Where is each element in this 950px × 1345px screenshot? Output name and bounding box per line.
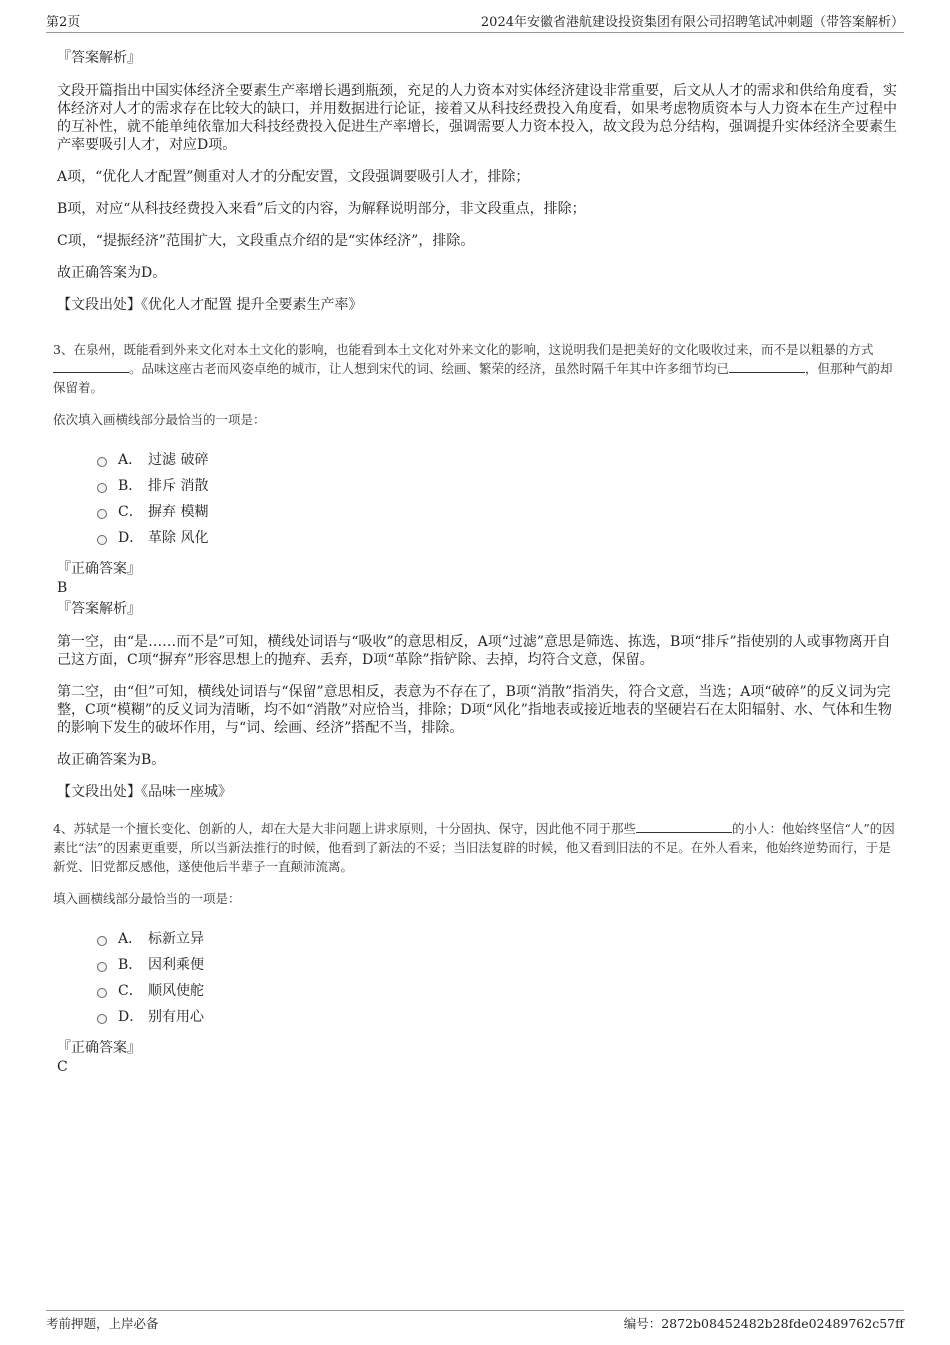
analysis-label: 『答案解析』 (57, 50, 141, 66)
question-4-stem: 4、苏轼是一个擅长变化、创新的人，却在大是大非问题上讲求原则，十分固执、保守，因此他不同于那些 的小人：他始终坚信“人”的因素比“法”的因素更重要，所以当新法推行的时候，他看到了新法的不妥；当旧法复辟的时候，他又看到旧法的不足。在外人看来，他始终逆势而行，于是新党、旧党都反感他，遂使他后半辈子一直颠沛流离。 (53, 821, 895, 874)
option-a[interactable]: A． 过滤 破碎 (97, 447, 897, 473)
analysis-paragraph: B项，对应“从科技经费投入来看”后文的内容，为解释说明部分，非文段重点，排除； (57, 201, 586, 217)
answer-blank (53, 360, 129, 373)
radio-icon[interactable] (97, 962, 107, 972)
analysis-label: 『答案解析』 (57, 601, 141, 617)
answer-label: 『正确答案』 (57, 561, 141, 577)
answer-label: 『正确答案』 (57, 1040, 141, 1056)
option-b[interactable]: B． 排斥 消散 (97, 473, 897, 499)
radio-icon[interactable] (97, 1014, 107, 1024)
analysis-paragraph: C项，“提振经济”范围扩大，文段重点介绍的是“实体经济”，排除。 (57, 233, 475, 249)
option-c[interactable]: C． 摒弃 模糊 (97, 499, 897, 525)
question-4-options (97, 926, 897, 1030)
page-number: 第2页 (46, 15, 81, 30)
analysis-paragraph: A项，“优化人才配置”侧重对人才的分配安置，文段强调要吸引人才，排除； (57, 169, 530, 185)
option-c[interactable]: C． 顺风使舵 (97, 978, 897, 1004)
conclusion: 故正确答案为B。 (57, 752, 166, 768)
document-code: 编号：2872b08452482b28fde02489762c57ff (623, 1316, 904, 1331)
question-3-options (97, 447, 897, 551)
analysis-paragraph: 文段开篇指出中国实体经济全要素生产率增长遇到瓶颈，充足的人力资本对实体经济建设非常重要，后文从人才的需求和供给角度看，实体经济对人才的需求存在比较大的缺口，并用数据进行论证，接着又从科技经费投入角度看，如果考虑物质资本与人力资本在生产过程中的互补性，就不能单纯依靠加大科技经费投入促进生产率增长，强调需要人力资本投入，故文段为总分结构，强调提升实体经济全要素生产率要吸引人才，对应D项。 (57, 83, 897, 153)
page-footer (46, 1310, 904, 1331)
radio-icon[interactable] (97, 509, 107, 519)
option-d[interactable]: D． 革除 风化 (97, 525, 897, 551)
option-d[interactable]: D． 别有用心 (97, 1004, 897, 1030)
option-a[interactable]: A． 标新立异 (97, 926, 897, 952)
correct-answer: C (57, 1059, 68, 1075)
answer-blank (636, 820, 732, 833)
radio-icon[interactable] (97, 988, 107, 998)
option-b[interactable]: B． 因利乘便 (97, 952, 897, 978)
radio-icon[interactable] (97, 936, 107, 946)
footer-slogan: 考前押题，上岸必备 (46, 1316, 159, 1331)
answer-blank (729, 360, 805, 373)
document-body (53, 44, 897, 1076)
analysis-paragraph: 第二空，由“但”可知，横线处词语与“保留”意思相反，表意为不存在了，B项“消散”指消失，符合文意，当选；A项“破碎”的反义词为完整，C项“模糊”的反义词为清晰，均不如“消散”对应恰当，排除；D项“风化”指地表或接近地表的坚硬岩石在太阳辐射、水、气体和生物的影响下发生的破坏作用，与“词、绘画、经济”搭配不当，排除。 (57, 684, 892, 736)
analysis-paragraph: 第一空，由“是……而不是”可知，横线处词语与“吸收”的意思相反，A项“过滤”意思是筛选、拣选，B项“排斥”指使别的人或事物离开自己这方面，C项“摒弃”形容思想上的抛弃、丢弃，D项“革除”指铲除、去掉，均符合文意，保留。 (57, 634, 891, 668)
correct-answer: B (57, 580, 68, 596)
source: 【文段出处】《优化人才配置 提升全要素生产率》 (57, 297, 363, 313)
source: 【文段出处】《品味一座城》 (57, 784, 232, 800)
document-title: 2024年安徽省港航建设投资集团有限公司招聘笔试冲刺题（带答案解析） (480, 15, 904, 30)
radio-icon[interactable] (97, 483, 107, 493)
conclusion: 故正确答案为D。 (57, 265, 167, 281)
question-3-stem: 3、在泉州，既能看到外来文化对本土文化的影响，也能看到本土文化对外来文化的影响，这说明我们是把美好的文化吸收过来，而不是以粗暴的方式。品味这座古老而风姿卓绝的城市，让人想到宋代的词、绘画、繁荣的经济，虽然时隔千年其中许多细节均已 ，但那种气韵却保留着。 (53, 342, 893, 395)
question-3-prompt: 依次填入画横线部分最恰当的一项是： (53, 412, 266, 427)
radio-icon[interactable] (97, 457, 107, 467)
radio-icon[interactable] (97, 535, 107, 545)
question-4-prompt: 填入画横线部分最恰当的一项是： (53, 891, 241, 906)
page-header (46, 14, 904, 33)
